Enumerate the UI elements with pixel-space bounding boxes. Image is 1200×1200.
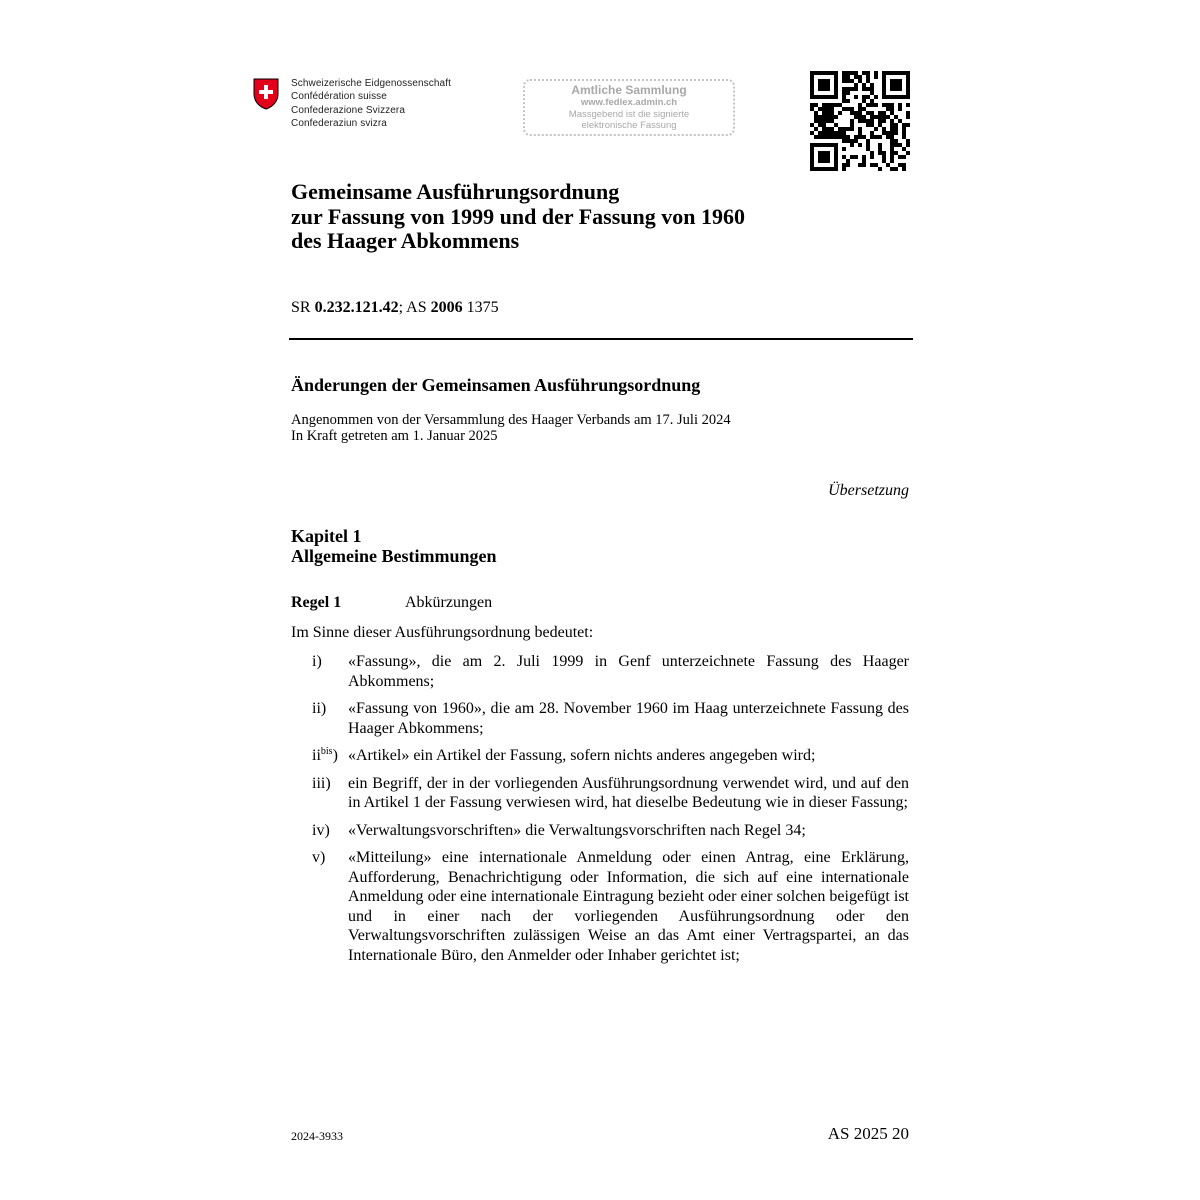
definition-label-base: ii <box>312 747 321 764</box>
chapter-heading <box>291 526 496 566</box>
title-line-3: des Haager Abkommens <box>291 228 520 253</box>
sr-number: 0.232.121.42 <box>314 299 399 316</box>
chapter-name: Allgemeine Bestimmungen <box>291 546 497 566</box>
rule-heading <box>291 594 492 612</box>
definition-text: «Verwaltungsvorschriften» die Verwaltungsvorschriften nach Regel 34; <box>348 821 806 839</box>
definition-label-sup: bis <box>320 746 333 757</box>
qr-code-icon <box>810 71 910 171</box>
sr-as-label: ; AS <box>398 299 431 316</box>
stamp-title: Amtliche Sammlung <box>571 83 687 97</box>
gov-line-rm: Confederaziun svizra <box>291 118 387 130</box>
title-line-1: Gemeinsame Ausführungsordnung <box>291 179 620 204</box>
gov-line-fr: Confédération suisse <box>291 91 387 103</box>
definition-text: «Mitteilung» eine internationale Anmeldung oder einen Antrag, eine Erklärung, Aufforderung, Benachrichtigung oder Information, die sich auf eine internationale Anmeldung oder eine internationale Eintragung bezieht oder einer solchen beigefügt ist und in einer nach der vorliegenden Ausführungsordnung oder den Verwaltungsvorschriften zulässigen Weise an das Amt einer Vertragspartei, an das Internationale Büro, den Anmelder oder Inhaber gerichtet ist; <box>348 849 909 964</box>
as-page: 1375 <box>462 299 499 316</box>
stamp-url: www.fedlex.admin.ch <box>580 97 678 108</box>
in-force-date: In Kraft getreten am 1. Januar 2025 <box>291 428 498 444</box>
definition-list <box>312 652 909 973</box>
stamp-note-1: Massgebend ist die signierte <box>568 109 690 120</box>
rule-name: Abkürzungen <box>405 594 493 611</box>
amendment-title: Änderungen der Gemeinsamen Ausführungsordnung <box>291 375 701 395</box>
definition-text: ein Begriff, der in der vorliegenden Ausführungsordnung verwendet wird, und auf den in Artikel 1 der Fassung verwiesen wird, hat dieselbe Bedeutung wie in dieser Fassung; <box>348 774 909 811</box>
definition-item <box>312 746 909 766</box>
definition-item <box>312 848 909 965</box>
official-collection-stamp <box>523 79 735 136</box>
definition-item <box>312 774 909 813</box>
document-number: 2024-3933 <box>291 1129 343 1143</box>
amendment-dates <box>291 412 731 444</box>
sr-prefix: SR <box>291 299 315 316</box>
rule-number: Regel 1 <box>291 594 342 611</box>
rule-intro: Im Sinne dieser Ausführungsordnung bedeutet: <box>291 624 594 641</box>
adopted-date: Angenommen von der Versammlung des Haager Verbands am 17. Juli 2024 <box>291 412 731 428</box>
definition-label: iv) <box>312 821 330 839</box>
stamp-note-2: elektronische Fassung <box>581 120 677 131</box>
official-collection-reference: AS 2025 20 <box>827 1124 909 1143</box>
definition-item <box>312 652 909 691</box>
as-year: 2006 <box>430 299 463 316</box>
definition-label: v) <box>312 849 326 866</box>
government-name-block <box>291 77 451 131</box>
definition-item <box>312 699 909 738</box>
horizontal-divider <box>289 338 913 340</box>
definition-label: i) <box>312 653 322 670</box>
definition-text: «Fassung von 1960», die am 28. November 1960 im Haag unterzeichnete Fassung des Haager Abkommens; <box>348 700 909 737</box>
title-line-2: zur Fassung von 1999 und der Fassung von 1960 <box>291 203 745 229</box>
definition-text: «Artikel» ein Artikel der Fassung, sofern nichts anderes angegeben wird; <box>348 747 816 764</box>
definition-label-end: ) <box>332 747 338 764</box>
gov-line-de: Schweizerische Eidgenossenschaft <box>291 78 451 89</box>
definition-item <box>312 821 909 841</box>
definition-label: iii) <box>312 774 331 792</box>
translation-note: Übersetzung <box>828 482 909 499</box>
definition-text: «Fassung», die am 2. Juli 1999 in Genf unterzeichnete Fassung des Haager Abkommens; <box>348 653 909 690</box>
definition-label <box>312 746 348 766</box>
definition-label: ii) <box>312 700 327 717</box>
swiss-coat-of-arms-icon <box>253 78 279 110</box>
document-title <box>291 180 745 254</box>
chapter-number: Kapitel 1 <box>291 526 362 546</box>
gov-line-it: Confederazione Svizzera <box>291 104 406 116</box>
sr-reference <box>291 299 499 317</box>
